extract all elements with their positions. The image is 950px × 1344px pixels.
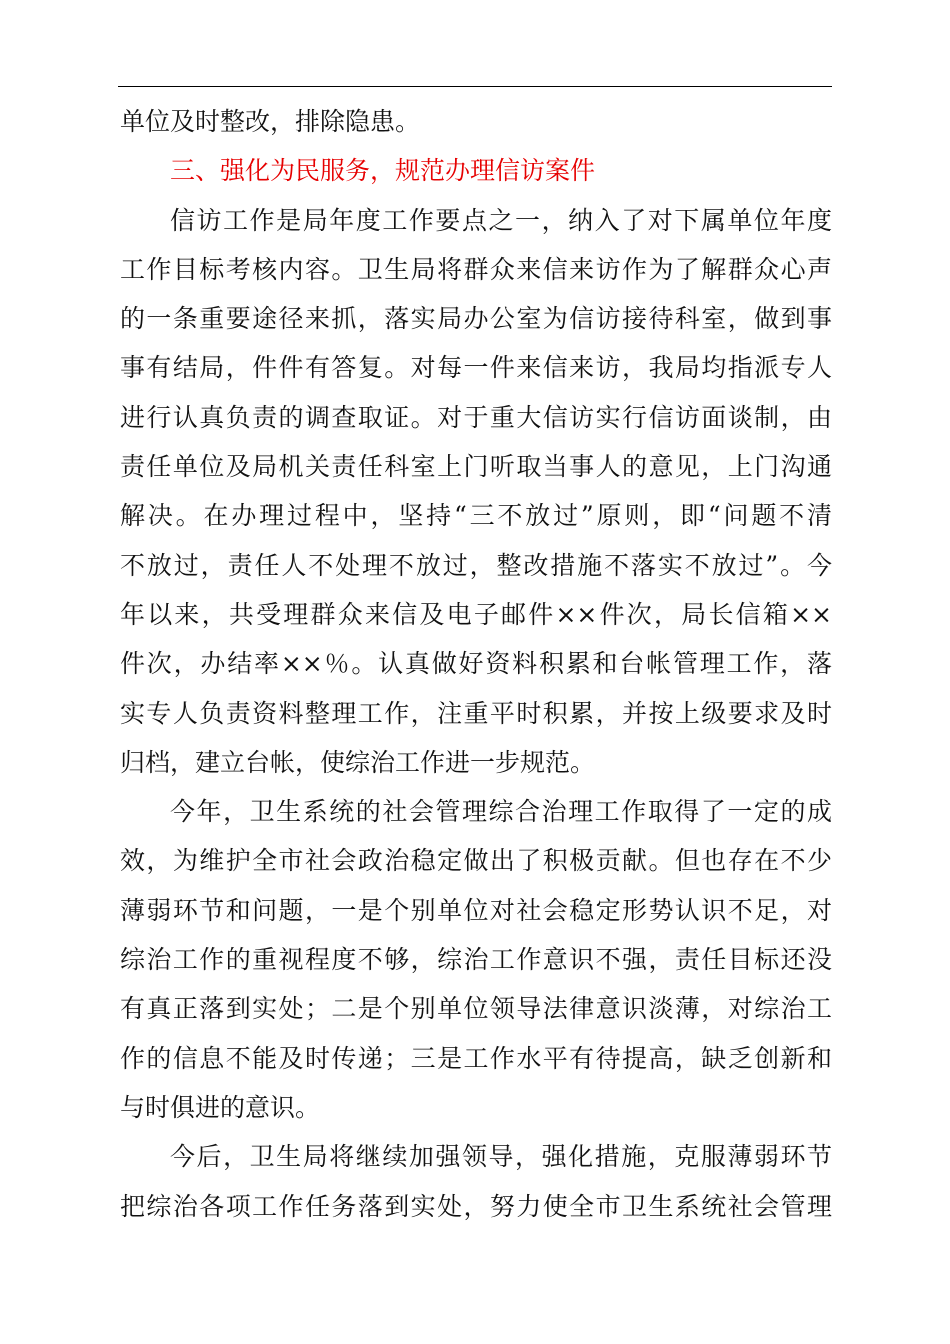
text-line: 不放过，责任人不处理不放过，整改措施不落实不放过”。今: [120, 550, 832, 580]
text-line: 归档，建立台帐，使综治工作进一步规范。: [120, 747, 596, 777]
header-rule: [118, 86, 832, 87]
text-line: 事有结局，件件有答复。对每一件来信来访，我局均指派专人: [120, 353, 832, 383]
text-line: 薄弱环节和问题，一是个别单位对社会稳定形势认识不足，对: [120, 895, 832, 925]
text-line: 今后，卫生局将继续加强领导，强化措施，克服薄弱环节: [170, 1142, 832, 1172]
text-line: 年以来，共受理群众来信及电子邮件××件次，局长信箱××: [120, 599, 832, 629]
text-line: 责任单位及局机关责任科室上门听取当事人的意见，上门沟通: [120, 452, 832, 482]
text-line: 把综治各项工作任务落到实处，努力使全市卫生系统社会管理: [120, 1191, 832, 1221]
text-line: 实专人负责资料整理工作，注重平时积累，并按上级要求及时: [120, 698, 832, 728]
text-line: 的一条重要途径来抓，落实局办公室为信访接待科室，做到事: [120, 304, 832, 334]
text-line: 综治工作的重视程度不够，综治工作意识不强，责任目标还没: [120, 945, 832, 975]
text-line: 解决。在办理过程中，坚持“三不放过”原则，即“问题不清: [120, 501, 832, 531]
text-line: 件次，办结率××％。认真做好资料积累和台帐管理工作，落: [120, 649, 832, 679]
document-body: [120, 97, 832, 1231]
text-line: 作的信息不能及时传递；三是工作水平有待提高，缺乏创新和: [120, 1043, 832, 1073]
text-line: 进行认真负责的调查取证。对于重大信访实行信访面谈制，由: [120, 402, 832, 432]
section-heading: 三、强化为民服务，规范办理信访案件: [170, 156, 596, 186]
text-line: 效，为维护全市社会政治稳定做出了积极贡献。但也存在不少: [120, 846, 832, 876]
text-line: 有真正落到实处；二是个别单位领导法律意识淡薄，对综治工: [120, 994, 832, 1024]
text-line: 工作目标考核内容。卫生局将群众来信来访作为了解群众心声: [120, 254, 832, 284]
text-line: 今年，卫生系统的社会管理综合治理工作取得了一定的成: [170, 797, 832, 827]
text-line: 与时俱进的意识。: [120, 1092, 321, 1122]
text-line: 单位及时整改，排除隐患。: [120, 107, 421, 136]
text-line: 信访工作是局年度工作要点之一，纳入了对下属单位年度: [170, 205, 832, 235]
